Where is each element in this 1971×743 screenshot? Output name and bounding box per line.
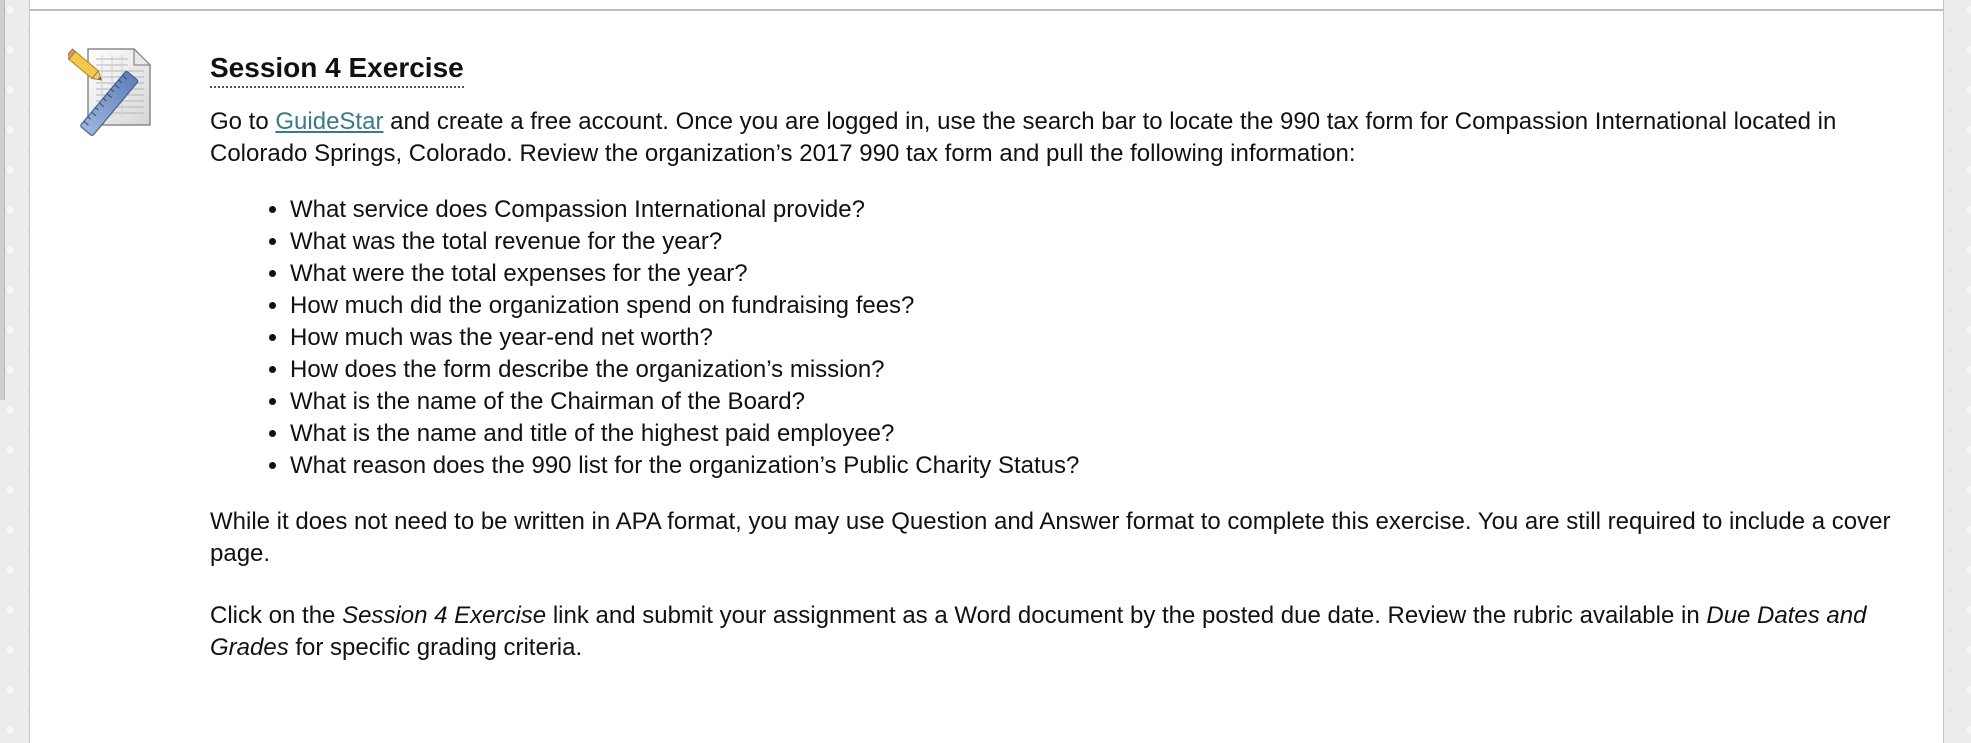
submit-text-3: for specific grading criteria. <box>288 634 583 661</box>
question-list <box>210 194 1915 482</box>
assignment-body <box>210 50 1915 664</box>
list-item: • What reason does the 990 list for the organization’s Public Charity Status? <box>290 450 1915 482</box>
submit-italic-1: Session 4 Exercise <box>342 602 547 629</box>
list-item: • What was the total revenue for the year? <box>290 226 1915 258</box>
list-item: • How much did the organization spend on fundraising fees? <box>290 290 1915 322</box>
intro-suffix: and create a free account. Once you are logged in, use the search bar to locate the 990 tax form for Compassion International located in Colorado Springs, Colorado. Review the organization’s 2017 990 tax form and pull the following information: <box>210 108 1837 167</box>
page-title: Session 4 Exercise <box>210 50 464 88</box>
apa-note: While it does not need to be written in APA format, you may use Question and Answer format to complete this exercise. You are still required to include a cover page. <box>210 508 1891 567</box>
list-item: • What service does Compassion International provide? <box>290 194 1915 226</box>
side-panel-edge <box>0 0 5 400</box>
assignment-ruler-icon <box>68 43 154 137</box>
intro-prefix: Go to <box>210 108 276 135</box>
guidestar-link[interactable]: GuideStar <box>275 108 384 135</box>
submit-instructions <box>210 600 1915 664</box>
content-panel <box>29 0 1944 743</box>
intro-paragraph <box>210 106 1915 170</box>
submit-text-2: link and submit your assignment as a Word document by the posted due date. Review the rubric available in <box>546 602 1707 629</box>
list-item: • What is the name of the Chairman of the Board? <box>290 386 1915 418</box>
submit-text-1: Click on the <box>210 602 343 629</box>
list-item: • How does the form describe the organization’s mission? <box>290 354 1915 386</box>
list-item: • What is the name and title of the highest paid employee? <box>290 418 1915 450</box>
list-item: • What were the total expenses for the year? <box>290 258 1915 290</box>
list-item: • How much was the year-end net worth? <box>290 322 1915 354</box>
submit-italic-2: Due Dates and Grades <box>210 602 1867 661</box>
top-divider <box>30 9 1943 11</box>
